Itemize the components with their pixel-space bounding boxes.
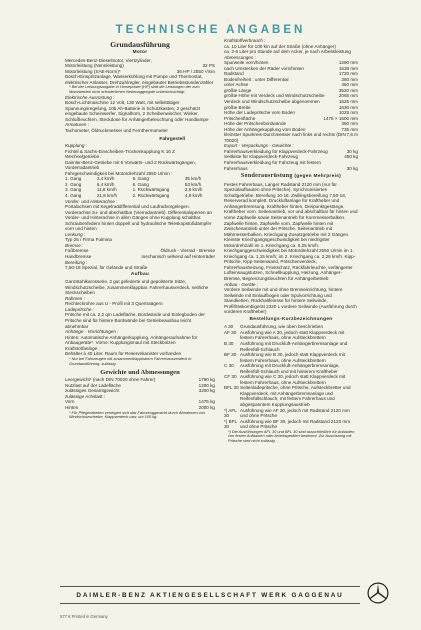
variant-text: Ausführung wie A 30, jedoch statt Klappverdeck mit festem Fahrerhaus, ohne Aufsteckbrettern <box>240 329 345 341</box>
variant-text: Ausführung mit Druckluft-Anhängerbremsanlage und Reifenfüll-Schlauch <box>240 340 348 352</box>
motor-row-value: 36 HP / 2550 ¹/min <box>176 68 215 74</box>
gewicht-row-label: Leergewicht* (nach DIN 70020 ohne Fahrer) <box>65 377 156 383</box>
abmessung-row-value: 735 mm <box>341 126 358 132</box>
heading-bestellung: Bestellungs-Kurzbezeichnungen <box>249 316 333 322</box>
gear-cell: 1. Rückwärtsgang <box>132 187 170 193</box>
company-footer: DAIMLER-BENZ AKTIENGESELLSCHAFT WERK GAGGENAU <box>76 592 344 599</box>
sonder-heading-row <box>224 174 358 180</box>
heading-gewichte: Gewichte und Abmessungen <box>100 369 180 377</box>
elektr-heading: Elektrische Ausrüstung : <box>65 94 115 100</box>
footer-rule-bottom <box>60 603 360 604</box>
lenkung-text: Typ 25 / Firma Fulmina <box>65 237 112 243</box>
abmessung-row-value: 1720 mm <box>338 71 358 77</box>
abmessung-row <box>224 132 358 143</box>
armaturen-heading: Armaturen : <box>65 122 89 128</box>
export-heading: Export - Verpackungs - Gewichte : <box>224 143 294 149</box>
gewichte-table <box>65 377 215 410</box>
gear-cell: 11,8 km/h <box>96 187 117 193</box>
achsen-text: Portalachsen mit Kegelraddifferential und Laufradvorgelegen. Vorderachse zu- und abschaltbar (Vierradantrieb). Differentialsperren an Vorder- und Hinterachse in allen Gängen ohne Kupplung schaltbar. Schraubenfedern hinten doppelt und hydraulische Teleskopstoßdämpfer vorn und hinten <box>65 204 212 232</box>
bremse-label: Handbremse <box>65 254 92 259</box>
armaturen-text: Tachometer, Öldruckmesser und Fernthermometer <box>65 127 168 133</box>
variant-code: B 30 <box>224 340 234 346</box>
variant-code: *) AFL 30 <box>224 407 237 419</box>
export-row <box>224 166 358 172</box>
anhaenge-text: Hinten: Automatische Anhängerkupplung, Anhängeraufnahme für Anbaugeräte*. Vorne: Kupplungsmaul mit Steckbolzen <box>65 334 198 346</box>
sonder-subheading: (gegen Mehrpreis) <box>294 174 342 180</box>
abmessung-row-label: Spurweite vorn/hinten <box>224 60 269 66</box>
bereifung-text: 7,50-18 Spezial, für Gelände und Straße <box>65 265 148 271</box>
gear-cell: 5. Gang <box>132 176 149 182</box>
anbau-text: Vordere Seilwinde mit und ohne Bremseinrichtung, hintere Seilwinde mit Einlaufbogen oder Spulvorrichtung und Standketten, Rückhaltfeinsse für hintere Seilwinde, Profilfräskombigerät 2320 L vordere Seilwinde (Ausführung durch vorderen Kraftheber) <box>224 287 357 315</box>
heading-aufbau: Aufbau <box>130 271 150 277</box>
gear-cell: 4,8 km/h <box>184 192 203 198</box>
gear-cell: 53 km/h <box>184 181 202 187</box>
gewicht-row-value: 1200 kg <box>198 382 215 388</box>
heading-motor: Motor <box>132 50 148 55</box>
fahrgeschw-text: Fahrgeschwindigkeit bei Motordrehzahl 2550 U/min : <box>65 170 173 176</box>
gewicht-row-value: 3200 kg <box>198 388 215 394</box>
abmessung-row-label: größte Breite <box>224 104 251 110</box>
mercedes-star-icon <box>367 582 389 604</box>
motor-line: Mercedes-Benz-Dieselmotor, Viertzylinder, <box>65 57 152 63</box>
abmessung-row-value: 380 mm <box>341 76 358 82</box>
rahmen-text: Rechteckrohre aus U - Profil mit 3 Quertraägern <box>65 301 163 307</box>
variant-item <box>224 341 358 352</box>
heading-sonderausruestung: Sonderausrüstung <box>240 173 293 180</box>
variant-code: *) BFL 30 <box>224 418 237 430</box>
print-note: 577 € Printed in Germany <box>60 614 108 619</box>
variant-item <box>224 363 358 374</box>
gewicht-row-label: Vorn <box>65 399 75 405</box>
anbau-heading: Anbau - Geräte : <box>224 281 258 287</box>
export-row-value: 30 kg <box>346 165 358 171</box>
kupplung-text: Fichtel & Sachs-Einscheiben-Trockenkupplung K 16 Z <box>65 148 175 154</box>
abmessung-row-label: nach Umstecken der Räder vorn/hinten <box>224 65 304 71</box>
gear-cell: 2,6 km/h <box>184 187 203 193</box>
abmessung-row-label: unter Achse <box>224 82 249 88</box>
abmessung-row-label: kleinster Spurkreis-Durchmesser nach links und rechts (DIN 70020) <box>224 132 346 143</box>
gewicht-row-value: 1790 kg <box>198 377 215 383</box>
wechsel-heading: Wechselgetriebe : <box>65 154 102 160</box>
variant-item <box>224 408 358 419</box>
abmessung-row-label: Bodenfreiheit : unter Differential <box>224 76 289 82</box>
verbrauch-heading: Kraftstoffverbrauch : <box>224 38 266 43</box>
abmessungen-table <box>224 60 358 143</box>
kraftstoff-heading: Kraftstoffanlage : <box>65 345 100 351</box>
abmessung-row-value: 460 mm <box>341 82 358 88</box>
gear-cell: 4. Gang <box>65 192 82 198</box>
kraftstoff-footnote: * Nur bei Fahrzeugen mit zusammenklappbarem Fahrerhausverdeck in Grundausführung, zulässig. <box>69 355 192 366</box>
abmessung-row-value: 360 mm <box>341 121 358 127</box>
verbrauch-line: ca. 2-6 Liter pro Stunde auf dem Acker, je nach Arbeitsleistung <box>224 49 351 55</box>
abmessung-row-value: 2065 mm <box>338 93 358 99</box>
variant-code: BF 30 <box>224 352 237 358</box>
variant-text: Ausführung wie BF 30, jedoch mit Radstand 2120 mm und ohne Pritsche <box>240 418 351 430</box>
gewicht-row-label: Nutzlast auf der Ladefläche <box>65 382 121 388</box>
variant-item <box>224 352 358 363</box>
variant-code: CF 30 <box>224 374 237 380</box>
rahmen-heading: Rahmen : <box>65 295 85 301</box>
variant-text: Ausführung wie B 30, jedoch statt Klappverdeck mit festem Fahrerhaus, ohne Aufsteckbrettern <box>240 352 345 363</box>
export-row-label: Seitkiste für Klappverdeck-Fahrzeug <box>224 154 299 160</box>
kupplung-heading-row <box>65 137 215 143</box>
abmessung-row-value: 7,6 m <box>346 132 358 138</box>
kraftstoff-text: Behälter à 40 Liter. Raum für Reservekanister vorhanden <box>65 351 182 357</box>
gear-table <box>65 176 215 198</box>
gewicht-row-label: Hinten <box>65 404 79 410</box>
page-title: TECHNISCHE ANGABEN <box>115 24 306 36</box>
variant-text: Ausführung wie C 30, jedoch statt Klappverdeck mit festem Fahrerhaus, ohne Aufsteckbrettern <box>240 374 346 385</box>
export-row-value: 450 kg <box>344 154 358 160</box>
variant-item <box>224 385 358 407</box>
abmessung-row-label: Verdeck und Windschutzscheibe abgenommen <box>224 99 320 105</box>
heading-grundausfuehrung: Grundausführung <box>110 40 170 49</box>
anhaenge-heading: Anhänge - Vorrichtungen : <box>65 329 119 335</box>
variant-code: BFL 30 <box>224 385 239 391</box>
bremse-heading: Bremse : <box>65 242 84 248</box>
sonder-text: Festes Fahrerhaus, Langer Radstand 2120 mm (nur für Spezialaufbauten ohne Pritsche). Synchronisiertes Schaltgetriebe. Bereifung 10-18. Zwillingsbereifung 7,50-18, Reserverad komplett. Druckluftanlage für Kraftheber und Anhängerbremsung. Kraftheber hinten, Dreipunktgestänge, Kraftheber vorn. Seitenantrieb, vor und abschaltbar für hinten und vorne Zapfwelle sowie Seitenantrieb für Kornmesserbalken. Zapfwelle hinten, Zapfwelle vorn, Zapfwelle hinten mit Zwischenantrieb unter der Pritsche. Seitenantrieb mit Mähmesserbalken. Kriechgang-Zusatzgetriebe mit 2 Gängen. Kleinste Kriechgangsgeschwindigkeit bei niedrigster Motordrehzahl im 1. Kriechgang ca. 0,25 km/h. Kriechganggeschwindigkeit bei Motordrehzahl 2550 U/min im 1. Kriechgang ca. 1,15 km/h; im 2. Kriechgang ca. 2,28 km/h. Kipp-Pritsche, Kipp-Seitenwand, Pritschenverdeck, Fahrerhausheizung, Frostschutz, Rückfahrleuchte, verlängerter Lufteinsaugstutzen, Schnellkupplung, Heizung, Anhänger-Bremse, Begrenzungsleuchten für Anhängerbetrieb <box>224 181 358 281</box>
variant-text: Ausführung wie AF 30, jedoch mit Radstand 2120 mm und ohne Pritsche <box>240 407 350 419</box>
verbrauch-line: ca. 10 Liter für 100 km auf der Straße (ohne Anhänger) <box>224 43 336 49</box>
gewicht-row-value: 2000 kg <box>198 404 215 410</box>
bremse-value: mechanisch wirkend auf Hinterräder <box>141 254 215 259</box>
gewicht-row-value: 1475 kg <box>198 399 215 405</box>
abmessung-row-label: größte Höhe mit Verdeck und Windschutzscheibe <box>224 93 325 99</box>
gear-cell: 2. Gang <box>65 181 82 187</box>
ladeflaeche-heading: Ladepritsche : <box>65 306 94 312</box>
variant-code: AF 30 <box>224 329 237 335</box>
footer-rule-top <box>60 586 360 587</box>
elektr-text: Bosch-Lichtmaschine 12 Volt, 130 Watt, mit selbsttätiger Spannungsregelung, 105 Ah-Batterie in Schutzkasten, 2 geschützt eingebaute Scheinwerfer, Signalhorn, 2 Scheibenwischer, Winker, Schlußleuchten, Steckdose für Anhängerbeleuchtung oder Handlampe <box>65 100 209 122</box>
abmessung-row-value: 1538 mm <box>338 65 358 71</box>
variant-code: A 30 <box>224 324 234 330</box>
bremse-label: Fußbremse <box>65 248 89 254</box>
motor-text: Bosch-Einspritzanlage, Wasserkühlung mit Pumpe und Thermostat, elektrischer Anlasser, Drehzahlregler, eingebauter Betriebsstundenzähler <box>65 74 214 85</box>
abmessung-row-label: Höhe der Pritschenbordwände <box>224 121 287 127</box>
kupplung-heading: Kupplung : <box>65 143 87 149</box>
variant-text: Grundausführung, wie oben beschrieben <box>240 324 323 330</box>
abmessung-row-value: 1625 mm <box>338 99 358 105</box>
gear-cell: 1. Gang <box>65 176 82 182</box>
heading-fahrgestell: Fahrgestell <box>159 136 185 142</box>
bereifung-heading: Bereifung : <box>65 259 88 265</box>
abmessung-row-label: größte Länge <box>224 87 252 93</box>
lenkung-heading: Lenkung : <box>65 231 86 237</box>
abmessungen-heading: Abmessungen : <box>224 54 256 60</box>
gewichte-footnote: * Für Pflegearbeiten verringert sich das Fahrzeuggewicht durch Abnahmen von Windschutzscheibe, Klappverdeck usw. um 105 kg. <box>69 409 206 420</box>
gear-cell: 2. Rückwärtsgang <box>132 192 170 198</box>
variant-text: Ausführung mit Druckluft-Anhängerbremsanlage, Reifenfüll-Schlauch und mit hinterem Kraftheber <box>240 363 340 374</box>
gear-cell: 3,4 km/h <box>96 176 115 182</box>
export-row-label: Fahrerhausverkleidung für Klappverdeck-Fahrzeug <box>224 148 328 154</box>
right-column <box>224 38 358 444</box>
export-row-value: 30 kg <box>346 148 358 154</box>
variant-item <box>224 330 358 341</box>
wechsel-text: Daimler-Benz-Getriebe mit 6 Vorwärts- und 2 Rückwärtsgängen, Vorderradantrieb <box>65 159 196 171</box>
motor-footnote: * Bei der Leistungsangabe in Horsepower (HP) sind die Leistungen der zum Motorbetrieb nicht erforderlichen Nebenaggregate unberücksichtigt. <box>69 84 200 94</box>
gear-cell: 3. Gang <box>65 187 82 193</box>
gewicht-row-label: zulässiges Gesamtgewicht <box>65 388 120 394</box>
variants-footnote: *) Die Ausführungen AFL 30 und BFL 30 sind ausschließlich für Anbauten von festen Aufbauten oder Arbeitsgeräten bestimmt. Zur Ausrüstung mit Pritsche sind nicht zulässig. <box>228 428 355 444</box>
abmessung-row-value: 1475 × 1500 mm <box>323 115 358 121</box>
abmessung-row-value: 1630 mm <box>338 104 358 110</box>
variants-list <box>224 324 358 429</box>
motor-row-label: Motorleistung (Nennleistung) <box>65 63 124 69</box>
achsen-heading: Vorder- und Hinterachse : <box>65 198 118 204</box>
abmessung-row-label: Höhe der Anhängekupplung vom Boden <box>224 126 306 132</box>
abmessung-row-label: Radstand <box>224 71 244 77</box>
abmessung-row-label: Pritschenfläche <box>224 115 256 121</box>
ladeflaeche-text: Pritsche mit ca. 2,2 qm Ladefläche. Bordwände und Einlegboden der Pritsche sind für hintere Bordwände bei Getriebeausbau leicht abnehmbar <box>65 312 205 329</box>
aufbau-text: Ganzstahlkarosserie, 2 gut gefederte und gepolsterte Sitze, Windschutzscheibe, zusammenklappbar. Fahrerhausverdeck, seitliche Steckscheiben <box>65 279 209 296</box>
bremse-value: Öldruck - Vierrad - Bremse <box>160 248 215 254</box>
export-row-label: Fahrerhausverkleidung für Fahrzeug mit festem <box>224 160 321 166</box>
motor-row-value: 32 PS <box>202 63 215 69</box>
variant-item <box>224 374 358 385</box>
export-row-label: Fahrerhaus <box>224 165 248 171</box>
gear-cell: 6. Gang <box>132 181 149 187</box>
export-table <box>224 149 358 171</box>
left-column <box>65 38 215 420</box>
motor-row-label: Motorleistung (SAE-Norm)* <box>65 68 121 74</box>
gear-cell: 21,8 km/h <box>96 192 118 198</box>
gewicht-row-label: zulässige Achslast : <box>65 393 106 399</box>
gear-cell: 6,4 km/h <box>96 181 115 187</box>
abmessung-row-label: Höhe der Ladepritsche vom Boden <box>224 110 295 116</box>
abmessung-row-value: 1290 mm <box>338 60 358 66</box>
variant-code: C 30 <box>224 363 234 369</box>
gear-cell: 35 km/h <box>184 176 202 182</box>
variant-text: Seitenladepritsche, ohne Pritsche, Aufsteckbretter und Klappverdeck, mit Anhängerbremsanlage und Reifenfüllschlauch, mit festem Fahrerhaus und abgespanntem Kupplungsaustrieb <box>240 385 351 407</box>
abmessung-row-value: 1025 mm <box>338 110 358 116</box>
abmessung-row-value: 3520 mm <box>338 87 358 93</box>
